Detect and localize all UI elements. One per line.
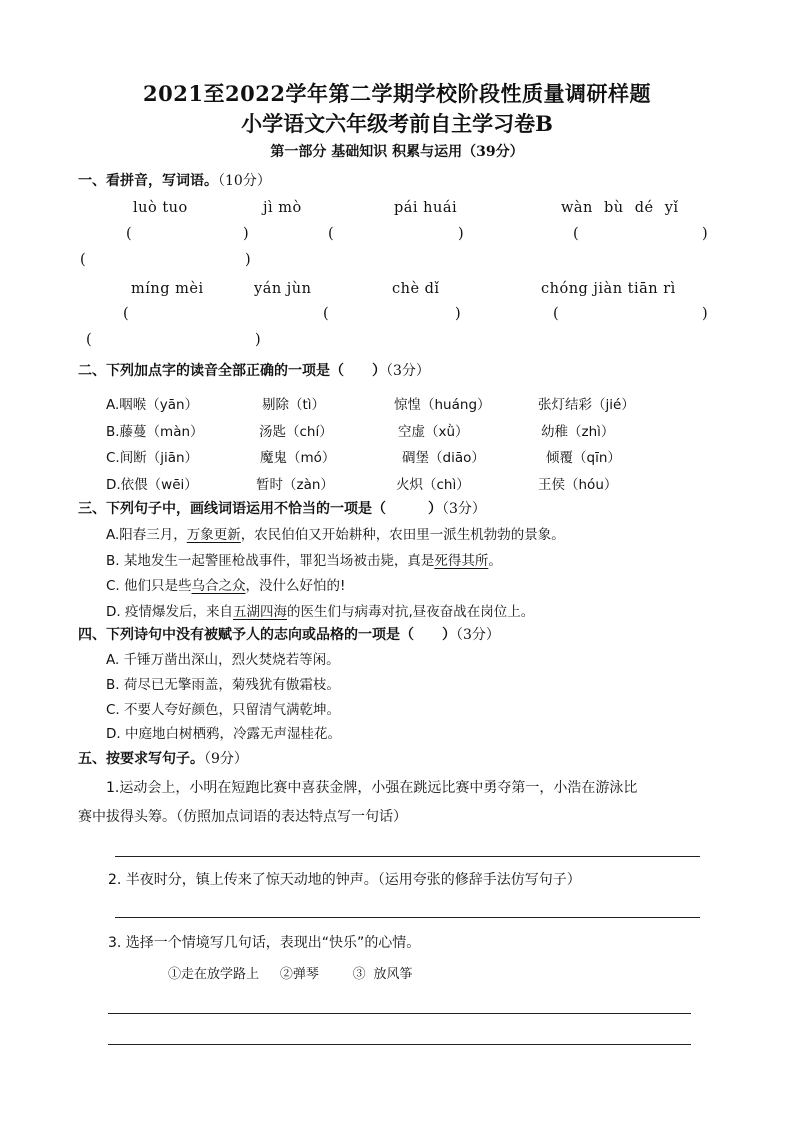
answer-line: [108, 1044, 691, 1045]
answer-paren-close: ): [702, 226, 709, 242]
sentence-a: A.阳春三月，万象更新，农民伯伯又开始耕种，农田里一派生机勃勃的景象。: [106, 527, 565, 543]
option-a-1: A.咽喉（yān）: [106, 397, 199, 413]
q5-heading: 五、按要求写句子。（9分）: [78, 751, 248, 767]
poem-option-c: C. 不要人夸好颜色，只留清气满乾坤。: [106, 702, 341, 718]
answer-paren-close: ): [255, 332, 262, 348]
option-a-3: 惊惶（huáng）: [394, 397, 491, 413]
q5-item-3: 3. 选择一个情境写几句话，表现出“快乐”的心情。: [108, 935, 421, 951]
answer-paren-open: (: [123, 306, 130, 322]
option-c-4: 倾覆（qīn）: [546, 450, 621, 466]
page-subtitle: 小学语文六年级考前自主学习卷B: [241, 111, 553, 136]
poem-option-d: D. 中庭地白树栖鸦，冷露无声湿桂花。: [106, 726, 341, 742]
sentence-c: C. 他们只是些乌合之众，没什么好怕的!: [106, 578, 346, 594]
part-heading: 第一部分 基础知识 积累与运用（39分）: [270, 144, 524, 160]
sentence-d: D. 疫情爆发后，来自五湖四海的医生们与病毒对抗,昼夜奋战在岗位上。: [106, 604, 535, 620]
answer-paren-open: (: [126, 226, 133, 242]
option-c-2: 魔鬼（mó）: [260, 450, 336, 466]
answer-paren-close: ): [702, 306, 709, 322]
answer-paren-open: (: [573, 226, 580, 242]
q4-heading: 四、下列诗句中没有被赋予人的志向或品格的一项是（ ）（3分）: [78, 627, 500, 643]
option-c-3: 碉堡（diāo）: [402, 450, 485, 466]
page-title: 2021至2022学年第二学期学校阶段性质量调研样题: [143, 81, 651, 106]
q5-item-1-line2: 赛中拔得头筹。（仿照加点词语的表达特点写一句话）: [78, 809, 407, 825]
answer-line: [108, 1013, 691, 1014]
answer-paren-open: (: [323, 306, 330, 322]
answer-line: [115, 917, 700, 918]
option-a-4: 张灯结彩（jié）: [538, 397, 635, 413]
poem-option-a: A. 千锤万凿出深山，烈火焚烧若等闲。: [106, 652, 340, 668]
option-c-1: C.间断（jiān）: [106, 450, 199, 466]
q2-heading: 二、下列加点字的读音全部正确的一项是（ ）（3分）: [78, 363, 430, 379]
answer-paren-open: (: [553, 306, 560, 322]
q5-item-1-line1: 1.运动会上，小明在短跑比赛中喜获金牌，小强在跳远比赛中勇夺第一，小浩在游泳比: [106, 780, 638, 796]
underlined-word: 死得其所: [434, 553, 489, 569]
answer-paren-close: ): [243, 226, 250, 242]
sentence-b: B. 某地发生一起警匪枪战事件，罪犯当场被击毙，真是死得其所。: [106, 553, 502, 569]
pinyin: chè dǐ: [392, 281, 440, 297]
q1-heading: 一、看拼音，写词语。（10分）: [78, 173, 271, 189]
option-b-3: 空虚（xǜ）: [398, 424, 469, 440]
pinyin: wàn bù dé yǐ: [561, 200, 679, 216]
pinyin: jì mò: [263, 200, 302, 216]
poem-option-b: B. 荷尽已无擎雨盖，菊残犹有傲霜枝。: [106, 677, 340, 693]
answer-paren-open: (: [80, 252, 87, 268]
option-b-1: B.藤蔓（màn）: [106, 424, 204, 440]
q3-heading: 三、下列句子中，画线词语运用不恰当的一项是（ ）（3分）: [78, 501, 486, 517]
option-d-3: 火炽（chì）: [396, 477, 470, 493]
underlined-word: 万象更新: [186, 527, 241, 543]
option-b-2: 汤匙（chí）: [259, 424, 333, 440]
option-d-2: 暂时（zàn）: [256, 477, 334, 493]
answer-paren-open: (: [328, 226, 335, 242]
answer-paren-open: (: [86, 332, 93, 348]
pinyin: pái huái: [394, 200, 458, 216]
option-d-4: 王侯（hóu）: [538, 477, 618, 493]
pinyin: luò tuo: [133, 200, 188, 216]
option-b-4: 幼稚（zhì）: [541, 424, 615, 440]
scenario-choices: ①走在放学路上 ②弹琴 ③ 放风筝: [168, 967, 413, 982]
pinyin: chóng jiàn tiān rì: [541, 281, 676, 297]
q5-item-2: 2. 半夜时分，镇上传来了惊天动地的钟声。（运用夸张的修辞手法仿写句子）: [108, 872, 581, 888]
answer-paren-close: ): [245, 252, 252, 268]
option-a-2: 剔除（tì）: [262, 397, 326, 413]
answer-line: [115, 856, 700, 857]
pinyin: míng mèi: [131, 281, 204, 297]
underlined-word: 五湖四海: [232, 604, 287, 620]
option-d-1: D.依偎（wēi）: [106, 477, 198, 493]
pinyin: yán jùn: [254, 281, 312, 297]
answer-paren-close: ): [455, 306, 462, 322]
underlined-word: 乌合之众: [191, 578, 246, 594]
answer-paren-close: ): [458, 226, 465, 242]
